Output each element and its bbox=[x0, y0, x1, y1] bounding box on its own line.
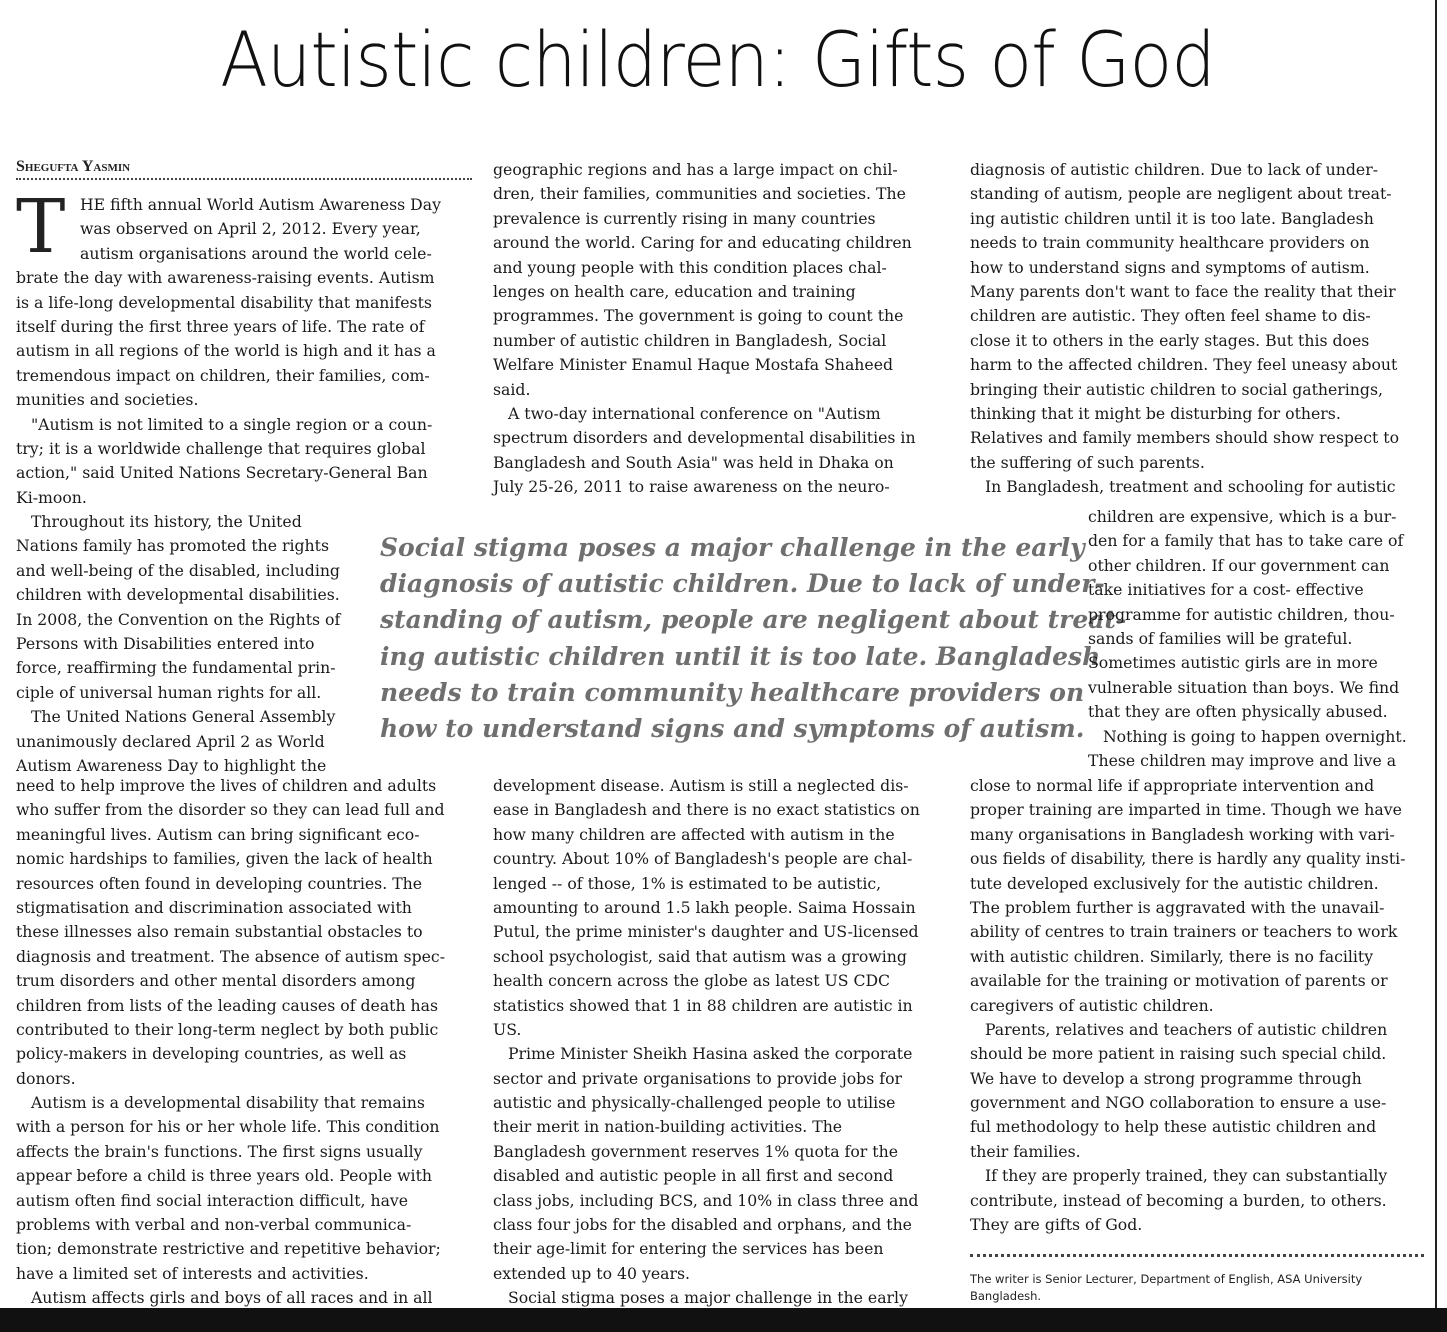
text-line: nomic hardships to families, given the lack of health bbox=[16, 849, 433, 869]
text-line: spectrum disorders and developmental disabilities in bbox=[493, 428, 916, 448]
text-line: ability of centres to train trainers or teachers to work bbox=[970, 922, 1398, 942]
text-line: Bangladesh and South Asia" was held in Dhaka on bbox=[493, 452, 894, 472]
text-line: with a person for his or her whole life. This condition bbox=[16, 1117, 440, 1137]
text-line: ing autistic children until it is too late. Bangladesh bbox=[970, 208, 1374, 228]
text-line: tion; demonstrate restrictive and repetitive behavior; bbox=[16, 1239, 441, 1259]
text-line: needs to train community healthcare providers on bbox=[380, 677, 1085, 707]
text-line: autism organisations around the world cele- bbox=[80, 243, 432, 263]
text-line: health concern across the globe as latest US CDC bbox=[493, 971, 891, 991]
text-line: policy-makers in developing countries, as well as bbox=[16, 1044, 407, 1064]
text-line: school psychologist, said that autism was a growing bbox=[493, 946, 907, 966]
text-line: programmes. The government is going to count the bbox=[493, 306, 904, 326]
text-line: and well-being of the disabled, including bbox=[16, 560, 340, 580]
column-3-top bbox=[970, 158, 1425, 499]
text-line: number of autistic children in Bangladesh, Social bbox=[493, 330, 887, 350]
text-line: Ki-moon. bbox=[16, 487, 87, 507]
text-line: said. bbox=[493, 379, 531, 399]
text-line: around the world. Caring for and educating children bbox=[493, 233, 912, 253]
text-line: and young people with this condition places chal- bbox=[493, 257, 887, 277]
text-line: needs to train community healthcare providers on bbox=[970, 233, 1370, 253]
column-2-top bbox=[493, 158, 943, 499]
text-line: HE fifth annual World Autism Awareness Day bbox=[80, 195, 441, 214]
text-line: itself during the first three years of life. The rate of bbox=[16, 316, 425, 336]
text-line: contributed to their long-term neglect by both public bbox=[16, 1019, 439, 1039]
text-line: country. About 10% of Bangladesh's people are chal- bbox=[493, 849, 913, 869]
text-line: geographic regions and has a large impact on chil- bbox=[493, 160, 898, 179]
text-line: trum disorders and other mental disorders among bbox=[16, 971, 416, 991]
text-line: Welfare Minister Enamul Haque Mostafa Shaheed bbox=[493, 355, 894, 375]
text-line: problems with verbal and non-verbal communica- bbox=[16, 1215, 412, 1235]
text-line: who suffer from the disorder so they can lead full and bbox=[16, 800, 445, 820]
text-line: harm to the affected children. They feel uneasy about bbox=[970, 355, 1398, 375]
text-line: The United Nations General Assembly bbox=[16, 707, 336, 727]
text-line: children from lists of the leading causes of death has bbox=[16, 995, 439, 1015]
text-line: Parents, relatives and teachers of autistic children bbox=[970, 1019, 1388, 1039]
text-line: government and NGO collaboration to ensure a use- bbox=[970, 1093, 1387, 1113]
text-line: ing autistic children until it is too late. Bangladesh bbox=[380, 641, 1101, 671]
text-line: caregivers of autistic children. bbox=[970, 995, 1214, 1015]
text-line: diagnosis and treatment. The absence of autism spec- bbox=[16, 946, 445, 966]
text-line: Social stigma poses a major challenge in the early bbox=[380, 533, 1085, 562]
text-line: how to understand signs and symptoms of autism. bbox=[380, 714, 1085, 744]
text-line: their families. bbox=[970, 1141, 1081, 1161]
text-line: children are autistic. They often feel shame to dis- bbox=[970, 306, 1371, 326]
text-line: Social stigma poses a major challenge in the early bbox=[493, 1288, 908, 1308]
text-line: tremendous impact on children, their families, com- bbox=[16, 365, 430, 385]
text-line: A two-day international conference on "Autism bbox=[493, 403, 881, 423]
text-line: with autistic children. Similarly, there is no facility bbox=[970, 946, 1374, 966]
author-note: The writer is Senior Lecturer, Department of English, ASA University Bangladesh. bbox=[970, 1272, 1363, 1303]
text-line: brate the day with awareness-raising events. Autism bbox=[16, 268, 435, 288]
text-line: US. bbox=[493, 1019, 522, 1039]
text-line: dren, their families, communities and societies. The bbox=[493, 184, 906, 204]
text-line: that they are often physically abused. bbox=[1088, 702, 1388, 722]
text-line: disabled and autistic people in all first and second bbox=[493, 1166, 894, 1186]
text-line: Relatives and family members should show respect to bbox=[970, 428, 1400, 448]
byline: Shegufta Yasmin bbox=[16, 158, 472, 180]
text-line: Nations family has promoted the rights bbox=[16, 536, 330, 556]
text-line: action," said United Nations Secretary-General Ban bbox=[16, 463, 428, 483]
text-line: development disease. Autism is still a neglected dis- bbox=[493, 776, 909, 795]
drop-cap: T bbox=[16, 184, 66, 270]
column-3-bottom bbox=[970, 774, 1425, 1237]
text-line: Prime Minister Sheikh Hasina asked the corporate bbox=[493, 1044, 913, 1064]
text-line: Nothing is going to happen overnight. bbox=[1088, 726, 1407, 746]
text-line: class jobs, including BCS, and 10% in class three and bbox=[493, 1190, 919, 1210]
text-line: Throughout its history, the United bbox=[16, 512, 302, 532]
text-line: take initiatives for a cost- effective bbox=[1088, 580, 1364, 600]
text-line: vulnerable situation than boys. We find bbox=[1088, 677, 1400, 697]
text-line: how many children are affected with autism in the bbox=[493, 824, 895, 844]
page-bottom-bar bbox=[0, 1308, 1447, 1332]
text-line: was observed on April 2, 2012. Every year, bbox=[80, 219, 421, 239]
text-line: We have to develop a strong programme through bbox=[970, 1068, 1362, 1088]
text-line: have a limited set of interests and activities. bbox=[16, 1263, 369, 1283]
text-line: how to understand signs and symptoms of autism. bbox=[970, 257, 1370, 277]
text-line: Sometimes autistic girls are in more bbox=[1088, 653, 1378, 673]
text-line: autism often find social interaction difficult, have bbox=[16, 1190, 409, 1210]
text-line: thinking that it might be disturbing for others. bbox=[970, 403, 1341, 423]
column-2-bottom bbox=[493, 774, 943, 1311]
text-line: available for the training or motivation of parents or bbox=[970, 971, 1388, 991]
text-line: den for a family that has to take care of bbox=[1088, 531, 1404, 551]
text-line: munities and societies. bbox=[16, 390, 199, 410]
text-line: In 2008, the Convention on the Rights of bbox=[16, 609, 341, 629]
text-line: try; it is a worldwide challenge that requires global bbox=[16, 438, 426, 458]
text-line: class four jobs for the disabled and orphans, and the bbox=[493, 1215, 912, 1235]
text-line: extended up to 40 years. bbox=[493, 1263, 691, 1283]
text-line: appear before a child is three years old. People with bbox=[16, 1166, 432, 1186]
text-line: affects the brain's functions. The first signs usually bbox=[16, 1141, 423, 1161]
text-line: sector and private organisations to provide jobs for bbox=[493, 1068, 903, 1088]
text-line: children are expensive, which is a bur- bbox=[1088, 507, 1397, 526]
text-line: unanimously declared April 2 as World bbox=[16, 731, 325, 751]
text-line: resources often found in developing countries. The bbox=[16, 873, 423, 893]
text-line: statistics showed that 1 in 88 children are autistic in bbox=[493, 995, 913, 1015]
text-line: should be more patient in raising such special child. bbox=[970, 1044, 1387, 1064]
text-line: amounting to around 1.5 lakh people. Saima Hossain bbox=[493, 897, 916, 917]
text-line: Autism affects girls and boys of all races and in all bbox=[16, 1288, 433, 1308]
text-line: programme for autistic children, thou- bbox=[1088, 604, 1395, 624]
text-line: July 25-26, 2011 to raise awareness on the neuro- bbox=[493, 477, 890, 497]
text-line: diagnosis of autistic children. Due to lack of under- bbox=[380, 569, 1105, 599]
text-line: stigmatisation and discrimination associated with bbox=[16, 897, 412, 917]
text-line: force, reaffirming the fundamental prin- bbox=[16, 658, 336, 678]
text-line: contribute, instead of becoming a burden, to others. bbox=[970, 1190, 1387, 1210]
text-line: lenges on health care, education and training bbox=[493, 281, 856, 301]
column-3-middle bbox=[1088, 505, 1423, 773]
text-line: ease in Bangladesh and there is no exact statistics on bbox=[493, 800, 920, 820]
text-line: Persons with Disabilities entered into bbox=[16, 634, 315, 654]
text-line: other children. If our government can bbox=[1088, 555, 1390, 575]
text-line: Autism Awareness Day to highlight the bbox=[16, 755, 327, 775]
text-line: Autism is a developmental disability that remains bbox=[16, 1093, 425, 1113]
text-line: these illnesses also remain substantial obstacles to bbox=[16, 922, 423, 942]
text-line: "Autism is not limited to a single region or a coun- bbox=[16, 414, 433, 434]
text-line: meaningful lives. Autism can bring significant eco- bbox=[16, 824, 420, 844]
text-line: close it to others in the early stages. But this does bbox=[970, 330, 1370, 350]
text-line: tute developed exclusively for the autistic children. bbox=[970, 873, 1379, 893]
footer-divider bbox=[970, 1254, 1424, 1257]
text-line: Many parents don't want to face the reality that their bbox=[970, 281, 1396, 301]
text-line: ous fields of disability, there is hardly any quality insti- bbox=[970, 849, 1406, 869]
text-line: many organisations in Bangladesh working with vari- bbox=[970, 824, 1395, 844]
text-line: These children may improve and live a bbox=[1088, 750, 1397, 770]
text-line: ciple of universal human rights for all. bbox=[16, 682, 322, 702]
text-line: their age-limit for entering the services has been bbox=[493, 1239, 884, 1259]
text-line: diagnosis of autistic children. Due to lack of under- bbox=[970, 160, 1378, 179]
text-line: In Bangladesh, treatment and schooling for autistic bbox=[970, 477, 1396, 497]
text-line: need to help improve the lives of children and adults bbox=[16, 776, 437, 795]
text-line: standing of autism, people are negligent about treat- bbox=[380, 605, 1127, 635]
pull-quote bbox=[380, 530, 1127, 747]
column-1-bottom bbox=[16, 774, 466, 1311]
text-line: donors. bbox=[16, 1068, 76, 1088]
text-line: proper training are imparted in time. Though we have bbox=[970, 800, 1402, 820]
text-line: prevalence is currently rising in many countries bbox=[493, 208, 876, 228]
text-line: is a life-long developmental disability that manifests bbox=[16, 292, 432, 312]
text-line: autism in all regions of the world is high and it has a bbox=[16, 341, 436, 361]
text-line: bringing their autistic children to social gatherings, bbox=[970, 379, 1383, 399]
text-line: Putul, the prime minister's daughter and US-licensed bbox=[493, 922, 919, 942]
text-line: The problem further is aggravated with the unavail- bbox=[970, 897, 1385, 917]
text-line: ful methodology to help these autistic children and bbox=[970, 1117, 1377, 1137]
text-line: standing of autism, people are negligent about treat- bbox=[970, 184, 1392, 204]
text-line: autistic and physically-challenged people to utilise bbox=[493, 1093, 896, 1113]
text-line: They are gifts of God. bbox=[970, 1215, 1143, 1235]
text-line: sands of families will be grateful. bbox=[1088, 628, 1353, 648]
text-line: lenged -- of those, 1% is estimated to be autistic, bbox=[493, 873, 882, 893]
text-line: If they are properly trained, they can substantially bbox=[970, 1166, 1388, 1186]
page-right-border bbox=[1435, 0, 1437, 1308]
text-line: the suffering of such parents. bbox=[970, 452, 1205, 472]
headline: Autistic children: Gifts of God bbox=[220, 15, 1215, 104]
text-line: their merit in nation-building activities. The bbox=[493, 1117, 843, 1137]
text-line: children with developmental disabilities. bbox=[16, 585, 340, 605]
text-line: Bangladesh government reserves 1% quota for the bbox=[493, 1141, 898, 1161]
text-line: close to normal life if appropriate intervention and bbox=[970, 776, 1375, 795]
